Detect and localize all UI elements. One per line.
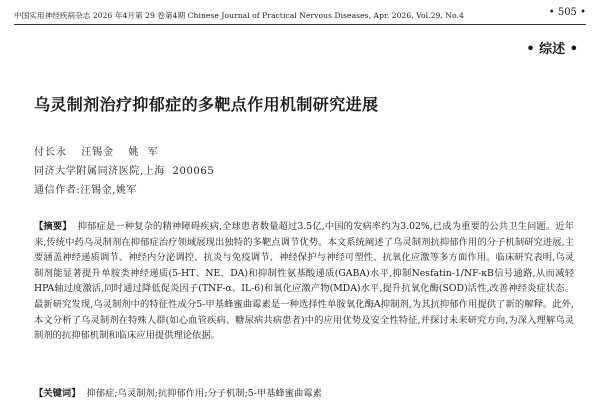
keywords-text: 抑郁症;乌灵制剂;抗抑郁作用;分子机制;5-甲基蜂蜜曲霉素 (86, 388, 322, 399)
affiliation: 同济大学附属同济医院,上海 200065 (34, 166, 215, 177)
journal-running-title: 中国实用神经疾病杂志 2026 年4月第 29 卷第4期 Chinese Journal of Practical Nervous Diseases, Apr. 2026, Vol.29, No.4 (14, 11, 464, 20)
running-header (0, 6, 600, 22)
author-list (34, 143, 169, 158)
page-number: • 505 • (548, 7, 586, 18)
header-rule (14, 24, 586, 25)
article-title: 乌灵制剂治疗抑郁症的多靶点作用机制研究进展 (34, 95, 379, 114)
keywords-line (34, 385, 322, 399)
keywords-label: 【关键词】 (34, 388, 81, 399)
author-name: 付长永 (34, 147, 67, 158)
abstract-label: 【摘要】 (34, 221, 72, 232)
abstract-text: 抑郁症是一种复杂的精神障碍疾病,全球患者数量超过3.5亿,中国的发病率约为3.02%,已成为重要的公共卫生问题。近年来,传统中药乌灵制剂在抑郁症治疗领域展现出独特的多靶点调节优势。本文系统阐述了乌灵制剂抗抑郁作用的分子机制研究进展,主要涵盖神经递质调节、神经内分泌调控、抗炎与免疫调节、神经保护与神经可塑性、抗氧化应激等多方面作用。临床研究表明,乌灵制剂能显著提升单胺类神经递质(5-HT、NE、DA)和抑制性氨基酸递质(GABA)水平,抑制Nesfatin-1/NF-κB信号通路,从而减轻HPA轴过度激活,同时通过降低促炎因子(TNF-α、IL-6)和氧化应激产物(MDA)水平,提升抗氧化酶(SOD)活性,改善神经炎症状态。最新研究发现,乌灵制剂中的特征性成分5-甲基蜂蜜曲霉素是一种选择性单胺氧化酶A抑制剂,为其抗抑郁作用提供了新的解释。此外,本文分析了乌灵制剂在特殊人群(如心血管疾病、糖尿病共病患者)中的应用优势及安全性特征,并探讨未来研究方向,为深入理解乌灵制剂的抗抑郁机制和临床应用提供理论依据。 (34, 221, 574, 342)
author-name: 姚 军 (128, 147, 159, 158)
corresponding-author: 通信作者:汪锡金,姚军 (34, 185, 138, 196)
abstract-paragraph (34, 219, 574, 344)
author-name: 汪锡金 (81, 147, 115, 158)
section-label: • 综述 • (526, 42, 578, 57)
